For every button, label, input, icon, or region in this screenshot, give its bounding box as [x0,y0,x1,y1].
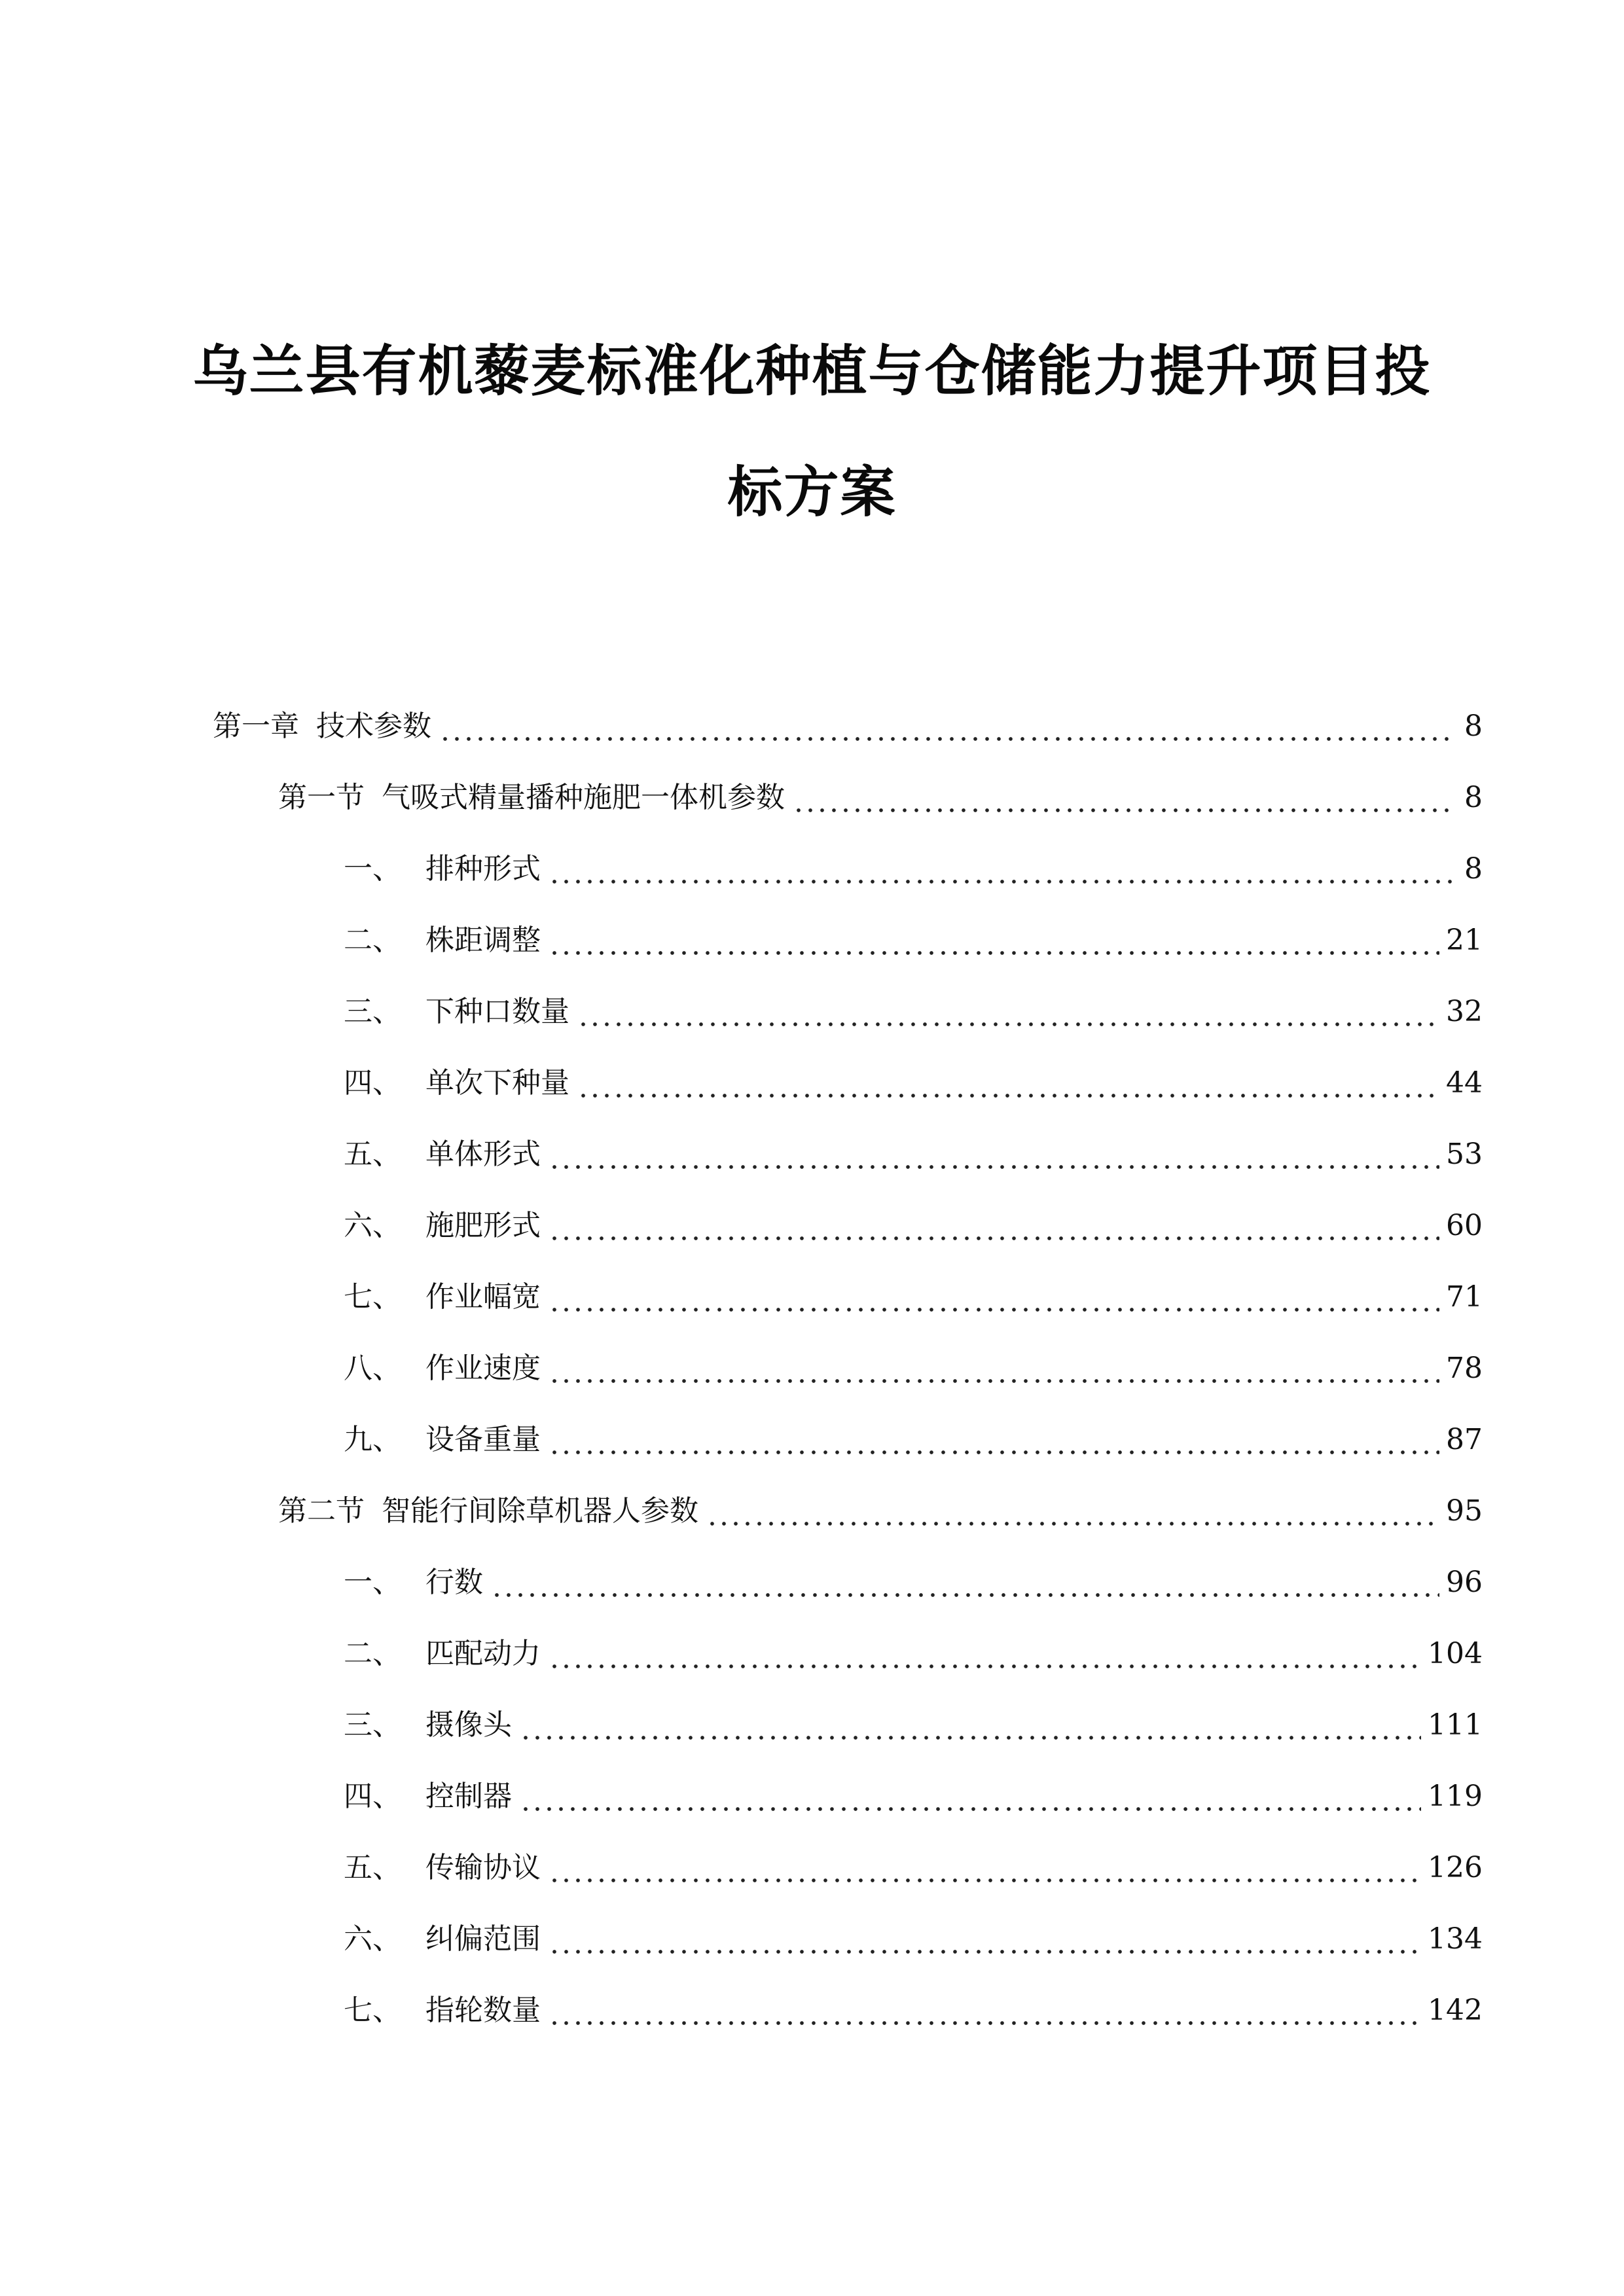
document-title-line-2: 标方案 [727,460,897,524]
toc-dot-leader [491,1563,1439,1602]
toc-entry-title: 匹配动力 [425,1637,541,1670]
document-title-line-1: 乌兰县有机藜麦标准化种植与仓储能力提升项目投 [192,339,1432,403]
toc-entry-page: 87 [1446,1423,1483,1456]
toc-entry-title: 设备重量 [425,1423,541,1456]
toc-entry-title: 技术参数 [316,709,431,743]
toc-dot-leader [520,1706,1421,1745]
toc-dot-leader [549,1349,1439,1388]
toc-entry-title: 施肥形式 [425,1209,541,1242]
toc-dot-leader [549,1135,1439,1174]
toc-entry-page: 104 [1428,1637,1483,1670]
toc-entry-page: 95 [1446,1494,1483,1528]
toc-entry-title: 智能行间除草机器人参数 [382,1494,698,1528]
toc-entry-title: 单体形式 [425,1138,541,1171]
toc-dot-leader [793,778,1456,817]
toc-entry-page: 142 [1428,1994,1483,2027]
toc-entry-number: 三、 [344,995,401,1028]
toc-dot-leader [549,1991,1421,2030]
toc-entry[interactable] [278,778,1483,817]
toc-entry-page: 71 [1446,1280,1483,1314]
toc-dot-leader [549,1206,1439,1246]
toc-dot-leader [706,1492,1439,1531]
toc-entry-number: 六、 [344,1209,401,1242]
toc-entry-number: 五、 [344,1138,401,1171]
toc-entry-number: 一、 [344,1566,401,1599]
toc-entry-page: 53 [1446,1138,1483,1171]
toc-entry-page: 78 [1446,1352,1483,1385]
toc-entry-page: 134 [1428,1922,1483,1956]
toc-entry-number: 六、 [344,1922,401,1956]
toc-entry[interactable] [344,1349,1483,1388]
toc-entry-page: 32 [1446,995,1483,1028]
toc-entry-number: 七、 [344,1280,401,1314]
toc-dot-leader [577,1064,1439,1103]
toc-entry[interactable] [344,1563,1483,1602]
toc-dot-leader [549,1920,1421,1959]
toc-entry[interactable] [344,1135,1483,1174]
toc-entry-number: 二、 [344,1637,401,1670]
toc-dot-leader [549,850,1456,889]
toc-entry-title: 纠偏范围 [425,1922,541,1956]
toc-entry[interactable] [344,1706,1483,1745]
toc-entry-page: 8 [1464,781,1483,814]
toc-entry-number: 二、 [344,924,401,957]
toc-entry-number: 一、 [344,852,401,886]
toc-entry[interactable] [344,1777,1483,1816]
toc-entry-number: 四、 [344,1066,401,1100]
toc-entry-number: 四、 [344,1780,401,1813]
toc-entry[interactable] [344,850,1483,889]
toc-entry[interactable] [344,1064,1483,1103]
toc-entry[interactable] [344,1848,1483,1888]
toc-dot-leader [549,1420,1439,1460]
toc-entry[interactable] [344,1920,1483,1959]
toc-entry-title: 传输协议 [425,1851,541,1884]
toc-entry-title: 作业速度 [425,1352,541,1385]
toc-entry-title: 作业幅宽 [425,1280,541,1314]
toc-dot-leader [549,921,1439,960]
toc-entry-title: 指轮数量 [425,1994,541,2027]
toc-entry-number: 五、 [344,1851,401,1884]
toc-entry[interactable] [213,707,1483,746]
toc-entry-number: 第一章 [213,709,299,743]
toc-entry-title: 控制器 [425,1780,512,1813]
toc-entry-page: 126 [1428,1851,1483,1884]
toc-entry-page: 60 [1446,1209,1483,1242]
toc-entry-page: 8 [1464,852,1483,886]
toc-entry-page: 111 [1428,1708,1483,1742]
toc-entry[interactable] [344,1991,1483,2030]
toc-entry-title: 气吸式精量播种施肥一体机参数 [382,781,785,814]
toc-entry-number: 七、 [344,1994,401,2027]
toc-entry-number: 第一节 [278,781,365,814]
toc-entry[interactable] [344,1420,1483,1460]
toc-entry-number: 九、 [344,1423,401,1456]
toc-dot-leader [549,1848,1421,1888]
toc-entry-number: 八、 [344,1352,401,1385]
toc-entry-title: 摄像头 [425,1708,512,1742]
toc-entry-title: 行数 [425,1566,483,1599]
toc-entry-title: 下种口数量 [425,995,569,1028]
toc-dot-leader [549,1634,1421,1674]
toc-entry[interactable] [344,1634,1483,1674]
toc-entry[interactable] [344,992,1483,1031]
toc-dot-leader [439,707,1456,746]
toc-entry-number: 三、 [344,1708,401,1742]
toc-dot-leader [577,992,1439,1031]
toc-entry-number: 第二节 [278,1494,365,1528]
toc-dot-leader [549,1278,1439,1317]
toc-entry[interactable] [344,1206,1483,1246]
toc-entry-title: 单次下种量 [425,1066,569,1100]
toc-entry-title: 排种形式 [425,852,541,886]
toc-entry[interactable] [344,1278,1483,1317]
toc-entry[interactable] [344,921,1483,960]
toc-entry[interactable] [278,1492,1483,1531]
toc-entry-title: 株距调整 [425,924,541,957]
toc-entry-page: 119 [1428,1780,1483,1813]
toc-dot-leader [520,1777,1421,1816]
toc-entry-page: 8 [1464,709,1483,743]
toc-entry-page: 96 [1446,1566,1483,1599]
toc-entry-page: 21 [1446,924,1483,957]
toc-entry-page: 44 [1446,1066,1483,1100]
